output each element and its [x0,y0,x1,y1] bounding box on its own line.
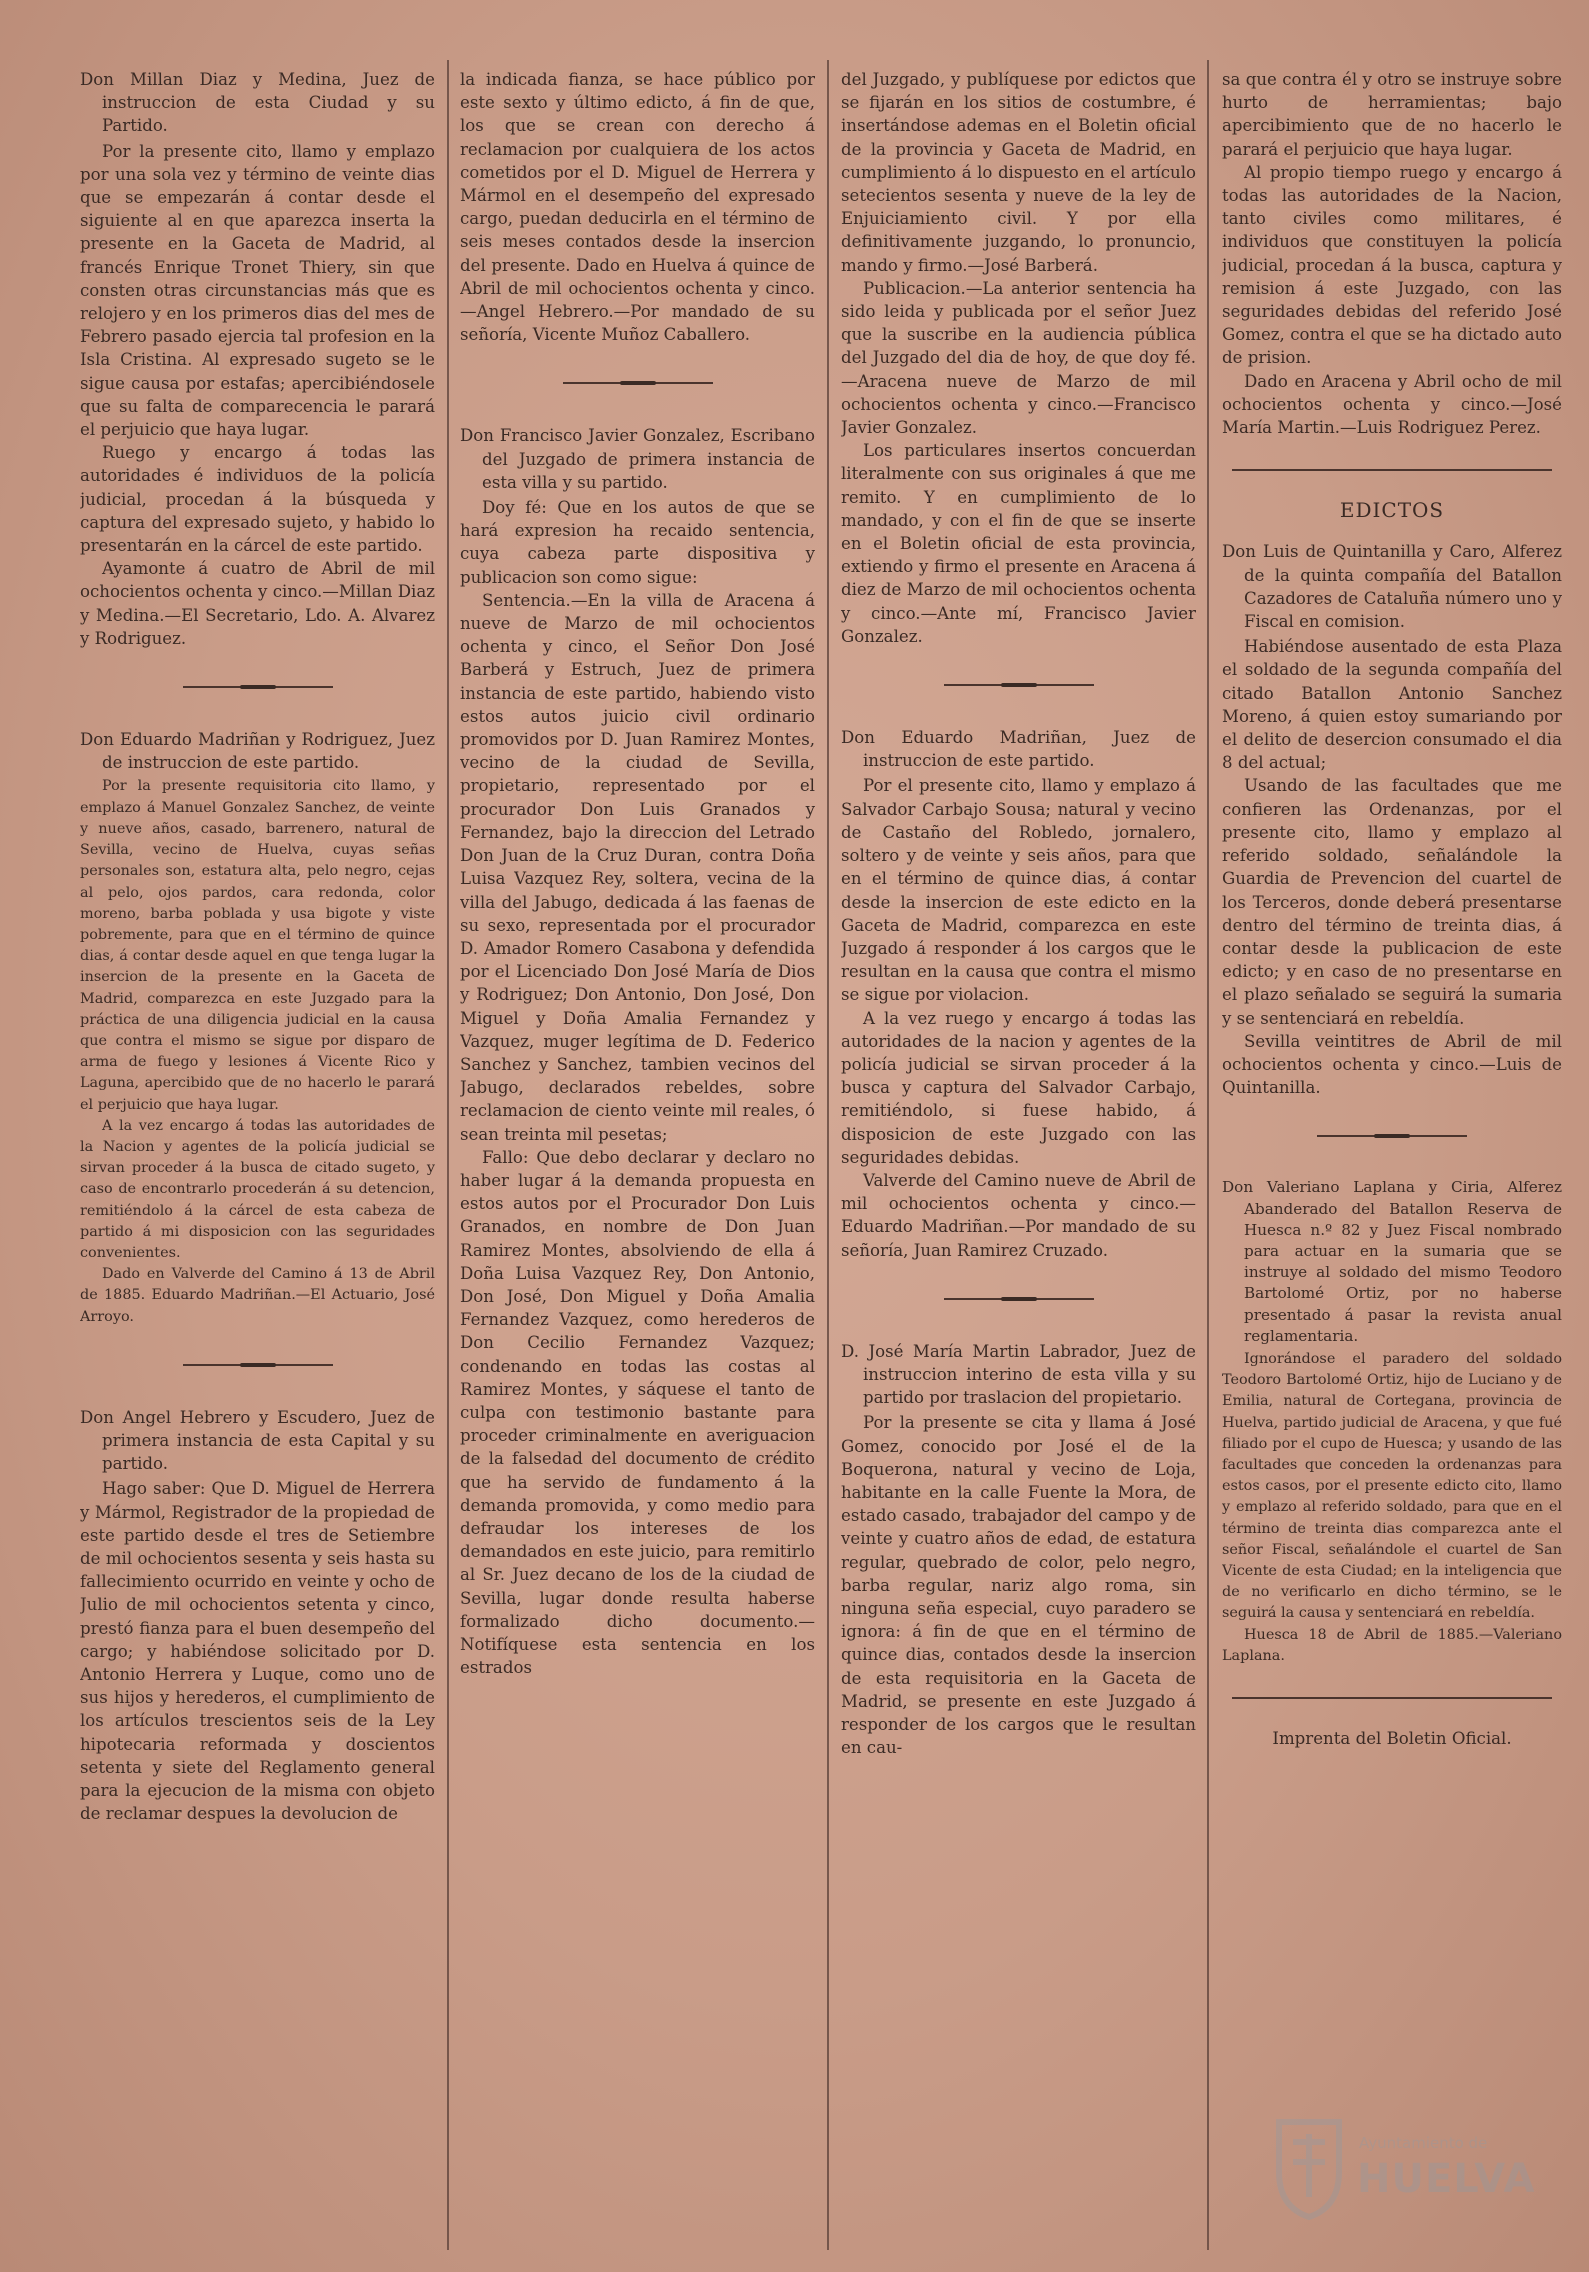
paragraph: Fallo: Que debo declarar y declaro no haber lugar á la demanda propuesta en estos autos por el Procurador Don Luis Granados, en nombre de Don Juan Ramirez Montes, absolviendo de ella á Doña Luisa Vazquez Rey, Don Antonio, Don José, Don Miguel y Doña Amalia Fernandez Vazquez, como herederos de Don Cecilio Fernandez Vazquez; condenando en todas las costas al Ramirez Montes, y sáquese el tanto de culpa con testimonio bastante para proceder criminalmente en averiguacion de la falsedad del documento de crédito que ha servido de fundamento á la demanda promovida, y como medio para defraudar los intereses de los demandados en este juicio, para remitirlo al Sr. Juez decano de los de la ciudad de Sevilla, lugar donde resulta haberse formalizado dicho documento.—Notifíquese esta sentencia en los estrados [460,1147,815,1678]
paragraph: Por el presente cito, llamo y emplazo á Salvador Carbajo Sousa; natural y vecino de Castaño del Robledo, jornalero, soltero y de veinte y seis años, para que en el término de quince dias, á contar desde la insercion de este edicto en la Gaceta de Madrid, comparezca en este Juzgado á responder á los cargos que le resultan en la causa que contra el mismo se sigue por violacion. [841,776,1196,1005]
edict-heading: Don Eduardo Madriñan, Juez de instruccion de este partido. [841,728,1196,771]
paragraph: Ignorándose el paradero del soldado Teodoro Bartolomé Ortiz, hijo de Luciano y de Emilia, natural de Cortegana, provincia de Huelva, partido judicial de Aracena, y que fué filiado por el cupo de Huesca; y usando de las facultades que conceden la ordenanzas para estos casos, por el presente edicto cito, llamo y emplazo al referido soldado, para que en el término de treinta dias comparezca ante el señor Fiscal, señalándole el cuartel de San Vicente de esta Ciudad; en la inteligencia que de no verificarlo en dicho término, se le seguirá la causa y sentenciará en rebeldía. [1222,1350,1562,1622]
column-1 [80,68,435,2258]
paragraph: Habiéndose ausentado de esta Plaza el soldado de la segunda compañía del citado Batallon Antonio Sanchez Moreno, á quien estoy sumariando por el delito de desercion consumado el dia 8 del actual; [1222,637,1562,773]
separator [183,1364,333,1366]
paragraph: A la vez ruego y encargo á todas las autoridades de la nacion y agentes de la policía judicial se sirvan proceder á la busca y captura del Salvador Carbajo, remitiéndolo, si fuese habido, á disposicion de este Juzgado con las seguridades debidas. [841,1008,1196,1167]
paragraph: Usando de las facultades que me confieren las Ordenanzas, por el presente cito, llamo y emplazo al referido soldado, señalándole la Guardia de Prevencion del cuartel de los Terceros, donde deberá presentarse dentro del término de treinta dias, á contar desde la publicacion de este edicto; y en caso de no presentarse en el plazo señalado se seguirá la sumaria y se sentenciará en rebeldía. [1222,776,1562,1028]
separator [183,686,333,688]
paragraph: Valverde del Camino nueve de Abril de mil ochocientos ochenta y cinco.—Eduardo Madriñan.—Por mandado de su señoría, Juan Ramirez Cruzado. [841,1170,1196,1260]
paragraph: sa que contra él y otro se instruye sobre hurto de herramientas; bajo apercibimiento que de no hacerlo le parará el perjuicio que haya lugar. [1222,70,1562,159]
paragraph: del Juzgado, y publíquese por edictos que se fijarán en los sitios de costumbre, é insertándose ademas en el Boletin oficial de la provincia y Gaceta de Madrid, en cumplimiento á lo dispuesto en el artículo setecientos sesenta y nueve de la ley de Enjuiciamiento civil. Y por ella definitivamente juzgando, lo pronuncio, mando y firmo.—José Barberá. [841,70,1196,275]
edict-continuation [460,68,815,346]
edict-continuation [841,68,1196,648]
paragraph: Ruego y encargo á todas las autoridades é individuos de la policía judicial, procedan á la búsqueda y captura del expresado sujeto, y habido lo presentarán en la cárcel de este partido. [80,443,435,556]
paragraph: Dado en Valverde del Camino á 13 de Abril de 1885. Eduardo Madriñan.—El Actuario, José Arroyo. [80,1266,435,1325]
edict-angel-hebrero [80,1406,435,1826]
edict-heading: Don Luis de Quintanilla y Caro, Alferez de la quinta compañía del Batallon Cazadores de Cataluña número uno y Fiscal en comision. [1222,542,1562,632]
column-3 [841,68,1196,2258]
paragraph: Hago saber: Que D. Miguel de Herrera y Mármol, Registrador de la propiedad de este partido desde el tres de Setiembre de mil ochocientos sesenta y seis hasta su fallecimiento ocurrido en veinte y ocho de Julio de mil ochocientos setenta y cinco, prestó fianza para el buen desempeño del cargo; y habiéndose solicitado por D. Antonio Herrera y Luque, como uno de sus hijos y herederos, el cumplimiento de los artículos trescientos seis de la Ley hipotecaria reformada y doscientos setenta y siete del Reglamento general para la ejecucion de la misma con objeto de reclamar despues la devolucion de [80,1479,435,1824]
paragraph: Por la presente requisitoria cito llamo, y emplazo á Manuel Gonzalez Sanchez, de veinte y nueve años, casado, barrenero, natural de Sevilla, vecino de Huelva, cuyas señas personales son, estatura alta, pelo negro, cejas al pelo, ojos pardos, cara redonda, color moreno, barba poblada y usa bigote y viste pobremente, para que en el término de quince dias, á contar desde aquel en que tenga lugar la insercion de la presente en la Gaceta de Madrid, comparezca en este Juzgado para la práctica de una diligencia judicial en la causa que contra el mismo se sigue por disparo de arma de fuego y lesiones á Vicente Rico y Laguna, apercibido que de no hacerlo le parará el perjuicio que haya lugar. [80,778,435,1113]
printer-credit: Imprenta del Boletin Oficial. [1272,1729,1512,1748]
separator [1232,469,1552,471]
edict-francisco-gonzalez [460,424,815,1679]
separator [944,684,1094,686]
edict-quintanilla [1222,540,1562,1099]
city-crest-icon [1269,2112,1349,2222]
section-title: EDICTOS [1339,498,1445,523]
paragraph: A la vez encargo á todas las autoridades de la Nacion y agentes de la policía judicial se sirvan proceder á la busca de citado sugeto, y caso de encontrarlo procederán á su detencion, remitiéndolo á la cárcel de esta cabeza de partido á mi disposicion con las seguridades convenientes. [80,1117,435,1261]
edict-heading: Don Millan Diaz y Medina, Juez de instruccion de esta Ciudad y su Partido. [80,70,435,136]
separator [563,382,713,384]
edict-madrinan-rodriguez [80,728,435,1328]
edict-heading: Don Valeriano Laplana y Ciria, Alferez Abanderado del Batallon Reserva de Huesca n.º 82 y Juez Fiscal nombrado para actuar en la sumaria que se instruye al soldado del mismo Teodoro Bartolomé Ortiz, por no haberse presentado á pasar la revista anual reglamentaria. [1222,1178,1562,1345]
paragraph: Sevilla veintitres de Abril de mil ochocientos ochenta y cinco.—Luis de Quintanilla. [1222,1031,1562,1098]
paragraph: Doy fé: Que en los autos de que se hará expresion ha recaido sentencia, cuya cabeza parte dispositiva y publicacion son como sigue: [460,498,815,587]
paragraph: la indicada fianza, se hace público por este sexto y último edicto, á fin de que, los que se crean con derecho á reclamacion por cualquiera de los actos cometidos por el D. Miguel de Herrera y Mármol en el desempeño del expresado cargo, puedan deducirla en el término de seis meses contados desde la insercion del presente. Dado en Huelva á quince de Abril de mil ochocientos ochenta y cinco.—Angel Hebrero.—Por mandado de su señoría, Vicente Muñoz Caballero. [460,70,815,345]
paragraph: Al propio tiempo ruego y encargo á todas las autoridades de la Nacion, tanto civiles como militares, é individuos que constituyen la policía judicial, procedan á la busca, captura y remision á este Juzgado, con las seguridades debidas del referido José Gomez, contra el que se ha dictado auto de prision. [1222,162,1562,368]
separator [944,1298,1094,1300]
separator [1232,1697,1552,1699]
edict-continuation [1222,68,1562,439]
edict-heading: D. José María Martin Labrador, Juez de instruccion interino de esta villa y su partido por traslacion del propietario. [841,1341,1196,1408]
paragraph: Por la presente se cita y llama á José Gomez, conocido por José el de la Boquerona, natural y vecino de Loja, habitante en la calle Fuente la Mora, de estado casado, trabajador del campo y de veinte y cuatro años de edad, de estatura regular, quebrado de color, pelo negro, barba regular, nariz algo roma, sin ninguna seña especial, cuyo paradero se ignora: á fin de que en el término de quince dias, contados desde la insercion de esta requisitoria en la Gaceta de Madrid, se presente en este Juzgado á responder de los cargos que le resultan en cau- [841,1413,1196,1758]
watermark-logo [1269,2112,1536,2232]
column-2 [460,68,815,2258]
edict-millan-diaz [80,68,435,650]
edict-laplana [1222,1177,1562,1667]
paragraph: Publicacion.—La anterior sentencia ha sido leida y publicada por el señor Juez que la suscribe en la audiencia pública del Juzgado del dia de hoy, de que doy fé.—Aracena nueve de Marzo de mil ochocientos ochenta y cinco.—Francisco Javier Gonzalez. [841,278,1196,438]
paragraph: Dado en Aracena y Abril ocho de mil ochocientos ochenta y cinco.—José María Martin.—Luis Rodriguez Perez. [1222,371,1562,438]
paragraph: Por la presente cito, llamo y emplazo por una sola vez y término de veinte dias que se empezarán á contar desde el siguiente al en que aparezca inserta la presente en la Gaceta de Madrid, al francés Enrique Tronet Thiery, sin que consten otras circunstancias más que es relojero y en los primeros dias del mes de Febrero pasado ejercia tal profesion en la Isla Cristina. Al expresado sugeto se le sigue causa por estafas; apercibiéndosele que su falta de comparecencia le parará el perjuicio que haya lugar. [80,141,435,440]
paragraph: Sentencia.—En la villa de Aracena á nueve de Marzo de mil ochocientos ochenta y cinco, el Señor Don José Barberá y Estruch, Juez de primera instancia de este partido, habiendo visto estos autos juicio civil ordinario promovidos por D. Juan Ramirez Montes, vecino de la ciudad de Sevilla, propietario, representado por el procurador Don Luis Granados y Fernandez, bajo la direccion del Letrado Don Juan de la Cruz Duran, contra Doña Luisa Vazquez Rey, soltera, vecina de la villa del Jabugo, dedicada á las faenas de su sexo, representada por el procurador D. Amador Romero Casabona y defendida por el Licenciado Don José María de Dios y Rodriguez; Don Antonio, Don José, Don Miguel y Doña Amalia Fernandez y Vazquez, muger legítima de D. Federico Sanchez y Sanchez, tambien vecinos del Jabugo, declarados rebeldes, sobre reclamacion de ciento veinte mil reales, ó sean treinta mil pesetas; [460,590,815,1144]
edict-heading: Don Francisco Javier Gonzalez, Escribano del Juzgado de primera instancia de esta villa y su partido. [460,426,815,492]
paragraph: Los particulares insertos concuerdan literalmente con sus originales á que me remito. Y en cumplimiento de lo mandado, y con el fin de que se inserte en el Boletin oficial de esta provincia, extiendo y firmo el presente en Aracena á diez de Marzo de mil ochocientos ochenta y cinco.—Ante mí, Francisco Javier Gonzalez. [841,441,1196,646]
column-rule [827,60,829,2250]
paragraph: Ayamonte á cuatro de Abril de mil ochocientos ochenta y cinco.—Millan Diaz y Medina.—El Secretario, Ldo. A. Alvarez y Rodriguez. [80,559,435,648]
column-rule [447,60,449,2250]
edict-martin-labrador [841,1340,1196,1760]
edict-heading: Don Angel Hebrero y Escudero, Juez de primera instancia de esta Capital y su partido. [80,1407,435,1474]
watermark-subtitle: Ayuntamiento de [1359,2134,1488,2152]
separator [1317,1135,1467,1137]
edict-madrinan [841,726,1196,1262]
watermark-title: HUELVA [1357,2156,1536,2202]
column-rule [1207,60,1209,2250]
edict-heading: Don Eduardo Madriñan y Rodriguez, Juez de instruccion de este partido. [80,730,435,773]
paragraph: Huesca 18 de Abril de 1885.—Valeriano Laplana. [1222,1626,1562,1664]
column-4 [1222,68,1562,2258]
